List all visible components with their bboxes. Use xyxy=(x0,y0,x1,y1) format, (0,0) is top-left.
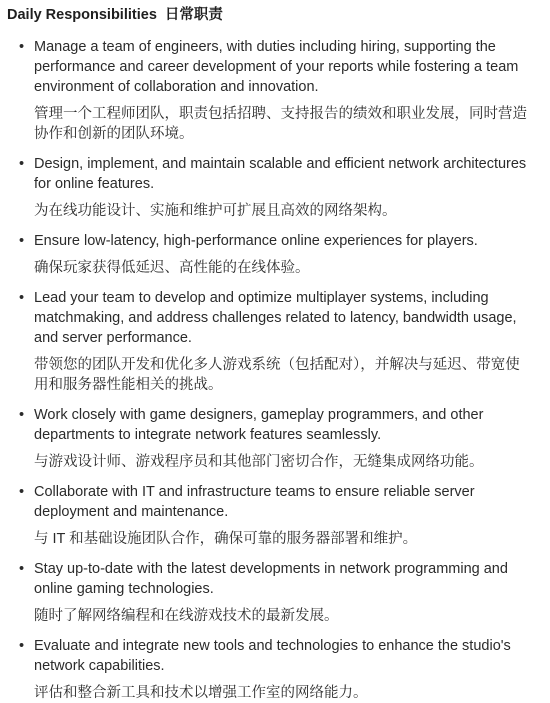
list-item xyxy=(7,37,532,144)
item-text-zh: 与游戏设计师、游戏程序员和其他部门密切合作，无缝集成网络功能。 xyxy=(34,454,484,470)
bullet-icon: • xyxy=(19,484,25,500)
list-item xyxy=(7,154,532,221)
section-heading xyxy=(7,6,532,24)
item-text-zh: 随时了解网络编程和在线游戏技术的最新发展。 xyxy=(34,608,339,624)
item-text-zh: 与 IT 和基础设施团队合作，确保可靠的服务器部署和维护。 xyxy=(34,531,418,547)
item-text-zh: 为在线功能设计、实施和维护可扩展且高效的网络架构。 xyxy=(34,203,397,219)
item-text-en: Manage a team of engineers, with duties including hiring, supporting the performance and career development of your reports while fostering a team environment of collaboration and innovation. xyxy=(34,39,519,95)
item-text-en: Collaborate with IT and infrastructure teams to ensure reliable server deployment and maintenance. xyxy=(34,484,475,520)
item-text-zh: 确保玩家获得低延迟、高性能的在线体验。 xyxy=(34,260,310,276)
item-text-zh: 管理一个工程师团队，职责包括招聘、支持报告的绩效和职业发展，同时营造协作和创新的团队环境。 xyxy=(34,106,527,142)
bullet-icon: • xyxy=(19,561,25,577)
item-text-zh: 评估和整合新工具和技术以增强工作室的网络能力。 xyxy=(34,685,368,701)
bullet-icon: • xyxy=(19,39,25,55)
list-item xyxy=(7,231,532,278)
list-item xyxy=(7,405,532,472)
list-item xyxy=(7,482,532,549)
bullet-icon: • xyxy=(19,156,25,172)
responsibility-list xyxy=(7,37,532,703)
list-item xyxy=(7,559,532,626)
item-text-en: Evaluate and integrate new tools and technologies to enhance the studio's network capabilities. xyxy=(34,638,511,674)
item-text-en: Design, implement, and maintain scalable and efficient network architectures for online features. xyxy=(34,156,527,192)
bullet-icon: • xyxy=(19,290,25,306)
list-item xyxy=(7,288,532,395)
section-heading-en: Daily Responsibilities xyxy=(7,7,157,23)
item-text-en: Ensure low-latency, high-performance online experiences for players. xyxy=(34,233,478,249)
section-heading-zh: 日常职责 xyxy=(164,7,223,23)
item-text-en: Lead your team to develop and optimize multiplayer systems, including matchmaking, and address challenges related to latency, bandwidth usage, and server performance. xyxy=(34,290,517,346)
list-item xyxy=(7,636,532,703)
bullet-icon: • xyxy=(19,638,25,654)
item-text-zh: 带领您的团队开发和优化多人游戏系统（包括配对），并解决与延迟、带宽使用和服务器性能相关的挑战。 xyxy=(34,357,520,393)
item-text-en: Work closely with game designers, gameplay programmers, and other departments to integrate network features seamlessly. xyxy=(34,407,484,443)
bullet-icon: • xyxy=(19,407,25,423)
bullet-icon: • xyxy=(19,233,25,249)
item-text-en: Stay up-to-date with the latest developments in network programming and online gaming technologies. xyxy=(34,561,508,597)
